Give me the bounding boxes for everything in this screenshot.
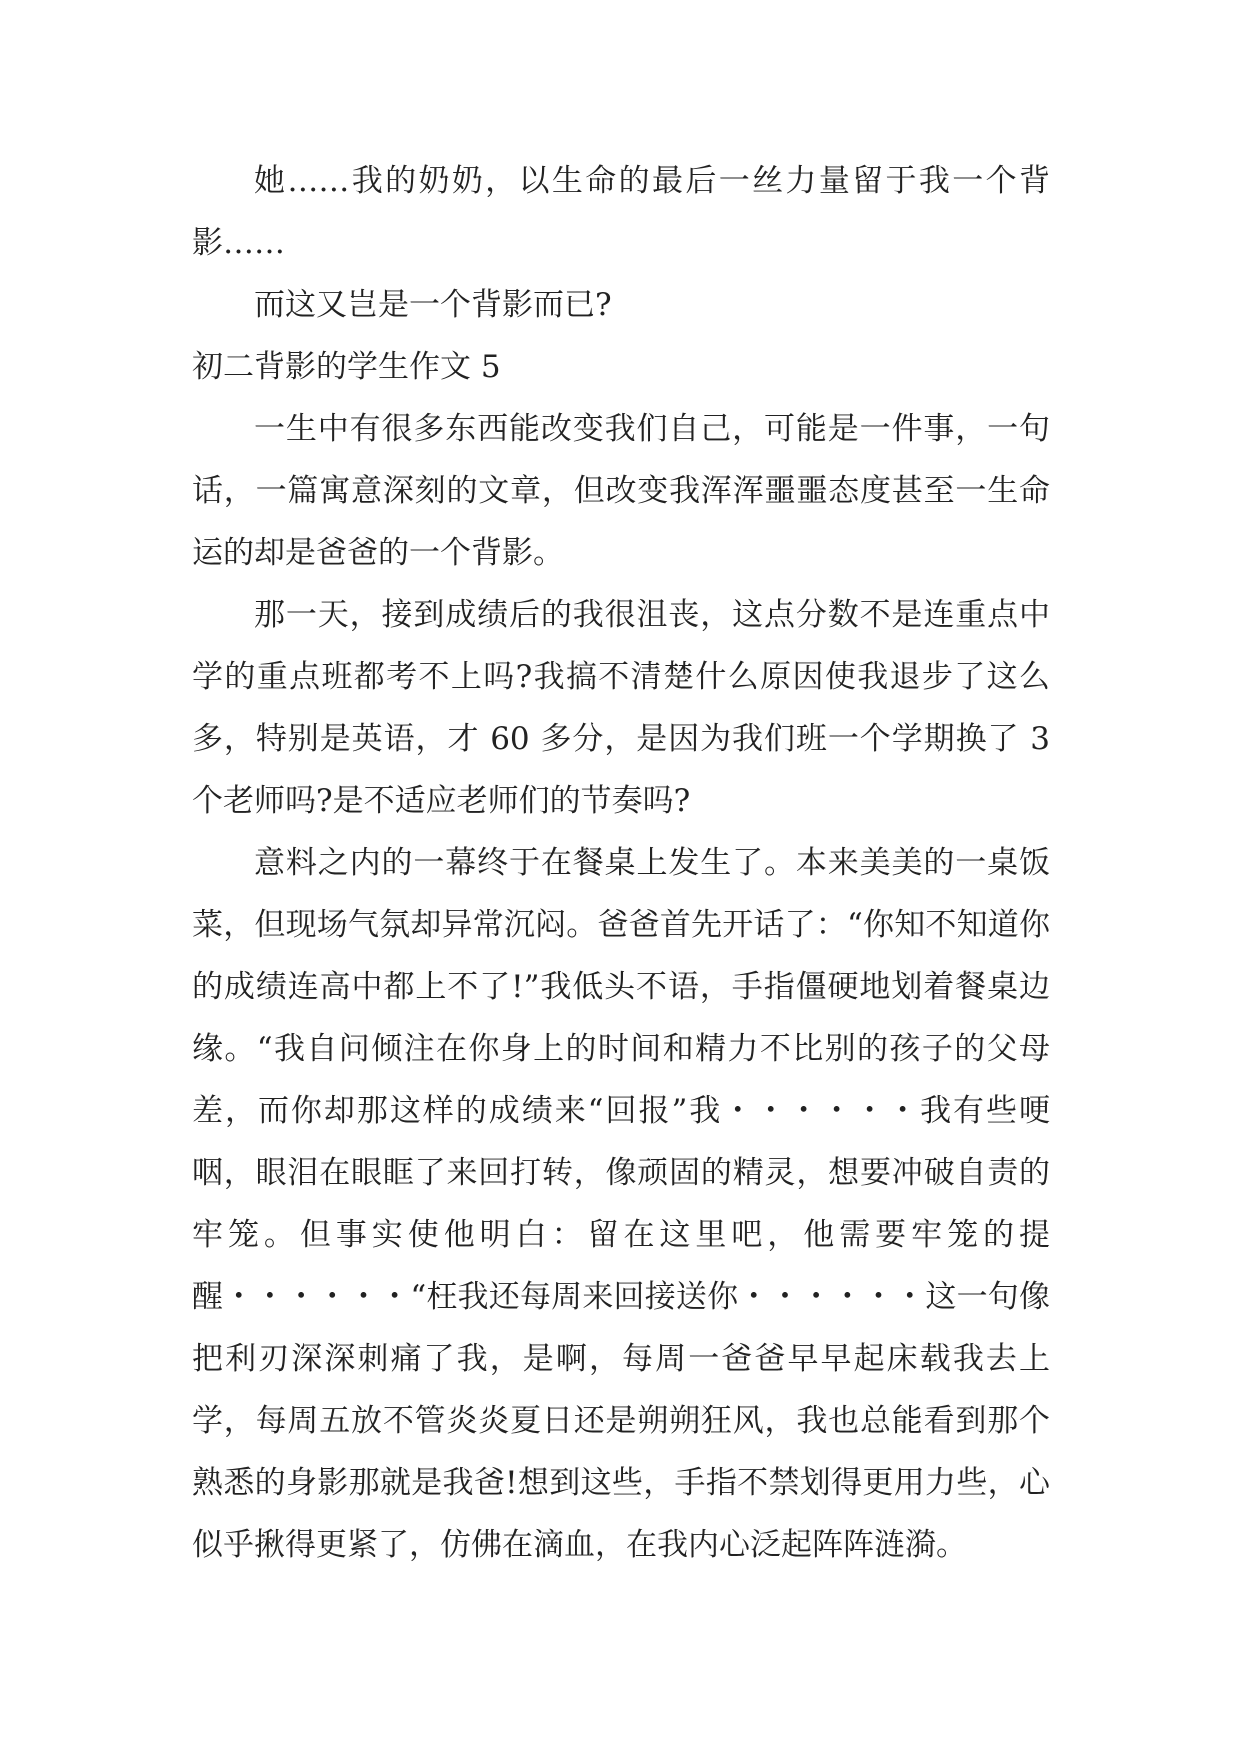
paragraph: 而这又岂是一个背影而已? (254, 287, 612, 323)
section-heading: 初二背影的学生作文 5 (192, 349, 501, 385)
paragraph: 她……我的奶奶，以生命的最后一丝力量留于我一个背影…… (192, 163, 1050, 261)
paragraph: 一生中有很多东西能改变我们自己，可能是一件事，一句话，一篇寓意深刻的文章，但改变我浑浑噩噩态度甚至一生命运的却是爸爸的一个背影。 (192, 411, 1050, 571)
paragraph: 意料之内的一幕终于在餐桌上发生了。本来美美的一桌饭菜，但现场气氛却异常沉闷。爸爸首先开话了：“你知不知道你的成绩连高中都上不了!”我低头不语，手指僵硬地划着餐桌边缘。“我自问倾注在你身上的时间和精力不比别的孩子的父母差，而你却那这样的成绩来“回报”我・・・・・・我有些哽咽，眼泪在眼眶了来回打转，像顽固的精灵，想要冲破自责的牢笼。但事实使他明白：留在这里吧，他需要牢笼的提醒・・・・・・“枉我还每周来回接送你・・・・・・这一句像把利刃深深刺痛了我，是啊，每周一爸爸早早起床载我去上学，每周五放不管炎炎夏日还是朔朔狂风，我也总能看到那个熟悉的身影那就是我爸!想到这些，手指不禁划得更用力些，心似乎揪得更紧了，仿佛在滴血，在我内心泛起阵阵涟漪。 (192, 845, 1050, 1563)
paragraph: 那一天，接到成绩后的我很沮丧，这点分数不是连重点中学的重点班都考不上吗?我搞不清楚什么原因使我退步了这么多，特别是英语，才 60 多分，是因为我们班一个学期换了 3 个老师吗?是不适应老师们的节奏吗? (192, 597, 1050, 819)
document-page (192, 150, 1050, 1576)
